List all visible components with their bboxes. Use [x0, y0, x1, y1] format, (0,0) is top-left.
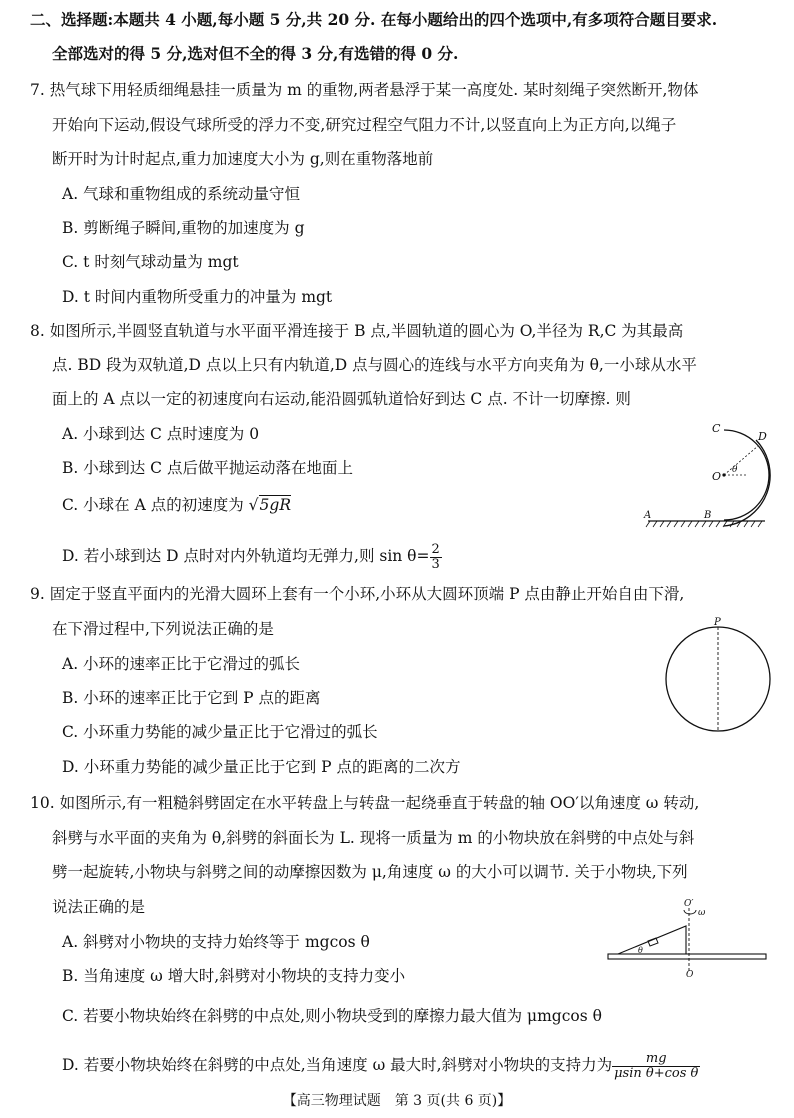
page-footer: 【高三物理试题 第 3 页(共 6 页)】	[282, 1093, 512, 1109]
fraction-numerator: mg	[612, 1052, 700, 1067]
q9-option-b: B. 小环的速率正比于它到 P 点的距离	[62, 689, 321, 707]
q9-stem-line1: 9. 固定于竖直平面内的光滑大圆环上套有一个小环,小环从大圆环顶端 P 点由静止开始自由下滑,	[30, 585, 685, 603]
fraction-denominator: μsin θ+cos θ	[614, 1065, 699, 1081]
q7-option-b: B. 剪断绳子瞬间,重物的加速度为 g	[62, 219, 305, 237]
q7-stem-line2: 开始向下运动,假设气球所受的浮力不变,研究过程空气阻力不计,以竖直向上为正方向,以绳子	[52, 116, 677, 134]
q9-option-c: C. 小环重力势能的减少量正比于它滑过的弧长	[62, 723, 378, 741]
q8-label-b: B	[704, 510, 712, 521]
q8-option-d	[62, 541, 442, 572]
q7-option-d: D. t 时间内重物所受重力的冲量为 mgt	[62, 288, 333, 306]
q10-option-d-text: D. 若要小物块始终在斜劈的中点处,当角速度 ω 最大时,斜劈对小物块的支持力为	[62, 1056, 613, 1074]
q10-stem-line3: 劈一起旋转,小物块与斜劈之间的动摩擦因数为 μ,角速度 ω 的大小可以调节. 关于小物块,下列	[52, 863, 688, 881]
q10-option-b: B. 当角速度 ω 增大时,斜劈对小物块的支持力变小	[62, 967, 406, 985]
q8-option-d-text: D. 若小球到达 D 点时对内外轨道均无弹力,则 sin θ=	[62, 547, 430, 565]
q9-option-a: A. 小环的速率正比于它滑过的弧长	[62, 655, 301, 673]
q7-option-a: A. 气球和重物组成的系统动量守恒	[62, 185, 301, 203]
q10-option-d-fraction	[612, 1052, 700, 1081]
q8-option-c-text: C. 小球在 A 点的初速度为	[62, 496, 249, 514]
q7-stem-line3: 断开时为计时起点,重力加速度大小为 g,则在重物落地前	[52, 150, 434, 168]
q9-stem-line2: 在下滑过程中,下列说法正确的是	[52, 620, 274, 638]
q8-label-theta: θ	[732, 465, 738, 475]
q8-label-d: D	[758, 430, 767, 443]
q8-stem-line1: 8. 如图所示,半圆竖直轨道与水平面平滑连接于 B 点,半圆轨道的圆心为 O,半径为 R,C 为其最高	[30, 322, 684, 340]
q8-track-diagram	[640, 418, 770, 530]
q7-stem-line1: 7. 热气球下用轻质细绳悬挂一质量为 m 的重物,两者悬浮于某一高度处. 某时刻绳子突然断开,物体	[30, 81, 699, 99]
sqrt-sign: √	[248, 496, 259, 514]
q8-option-a: A. 小球到达 C 点时速度为 0	[62, 425, 260, 443]
q9-label-p: P	[714, 617, 721, 628]
q8-label-c: C	[712, 422, 721, 435]
q10-option-a: A. 斜劈对小物块的支持力始终等于 mgcos θ	[62, 933, 370, 951]
q10-option-d	[62, 1050, 700, 1081]
q8-label-a: A	[644, 510, 652, 521]
q9-option-d: D. 小环重力势能的减少量正比于它到 P 点的距离的二次方	[62, 758, 461, 776]
q10-option-c: C. 若要小物块始终在斜劈的中点处,则小物块受到的摩擦力最大值为 μmgcos θ	[62, 1007, 602, 1025]
q10-stem-line2: 斜劈与水平面的夹角为 θ,斜劈的斜面长为 L. 现将一质量为 m 的小物块放在斜劈的中点处与斜	[52, 829, 695, 847]
q9-ring-diagram	[664, 616, 772, 738]
q10-stem-line4: 说法正确的是	[52, 898, 146, 916]
q7-option-c: C. t 时刻气球动量为 mgt	[62, 253, 239, 271]
section-title-line2: 全部选对的得 5 分,选对但不全的得 3 分,有选错的得 0 分.	[52, 44, 459, 63]
q8-option-c-sqrt: 5gR	[259, 496, 291, 514]
q8-stem-line3: 面上的 A 点以一定的初速度向右运动,能沿圆弧轨道恰好到达 C 点. 不计一切摩擦. 则	[52, 390, 631, 408]
q8-option-d-fraction	[430, 543, 442, 572]
q8-option-c	[62, 495, 291, 515]
q10-label-o-prime: O′	[684, 899, 694, 909]
fraction-numerator: 2	[431, 541, 440, 557]
q10-stem-line1: 10. 如图所示,有一粗糙斜劈固定在水平转盘上与转盘一起绕垂直于转盘的轴 OO′以角速度 ω 转动,	[30, 794, 700, 812]
fraction-denominator: 3	[431, 556, 440, 572]
section-title-line1: 二、选择题:本题共 4 小题,每小题 5 分,共 20 分. 在每小题给出的四个选项中,有多项符合题目要求.	[30, 10, 718, 29]
q8-option-b: B. 小球到达 C 点后做平抛运动落在地面上	[62, 459, 353, 477]
q8-label-o: O	[712, 470, 722, 483]
q10-label-omega: ω	[698, 908, 706, 918]
q10-label-theta: θ	[638, 946, 643, 955]
q10-label-o: O	[686, 970, 694, 980]
q10-wedge-diagram	[604, 898, 769, 978]
q8-stem-line2: 点. BD 段为双轨道,D 点以上只有内轨道,D 点与圆心的连线与水平方向夹角为 θ,一小球从水平	[52, 356, 697, 374]
